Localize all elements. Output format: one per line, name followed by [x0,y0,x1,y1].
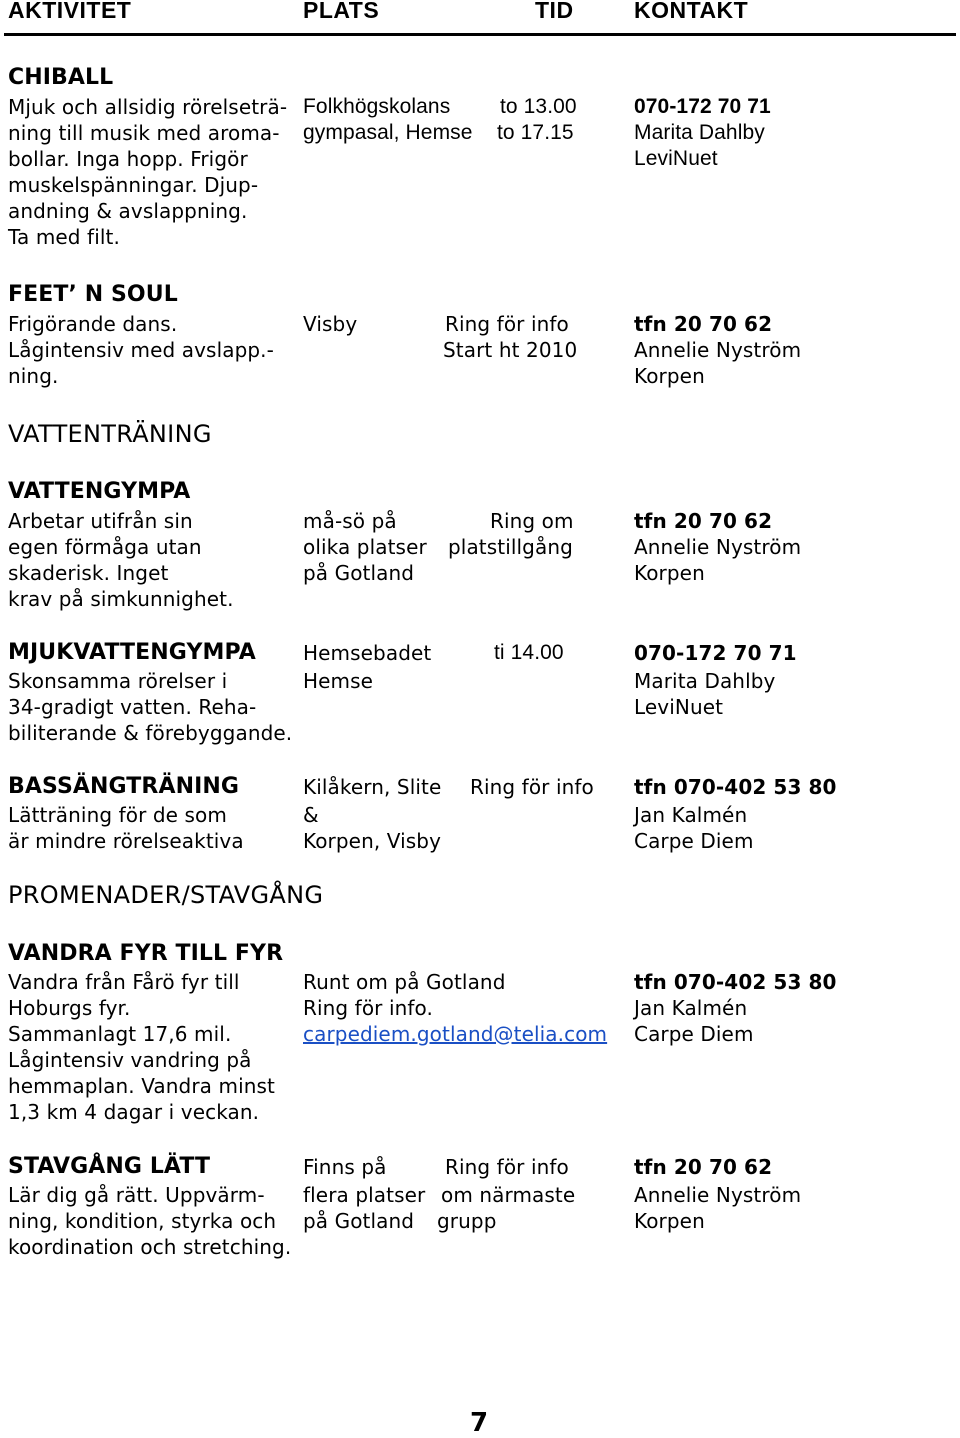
activity-desc-line: krav på simkunnighet. [8,587,234,611]
section-heading-promenader: PROMENADER/STAVGÅNG [8,881,324,909]
header-plats: PLATS [303,0,380,23]
activity-desc-line: ning, kondition, styrka och [8,1209,277,1233]
activity-desc-line: Mjuk och allsidig rörelseträ- [8,95,288,119]
place-line: Korpen, Visby [303,829,442,853]
activity-desc-line: Lätträning för de som [8,803,227,827]
contact-org: LeviNuet [634,695,724,719]
contact-phone: tfn 20 70 62 [634,509,773,533]
activity-desc-line: bollar. Inga hopp. Frigör [8,147,248,171]
place-line: Ring för info. [303,996,433,1020]
contact-org: Korpen [634,364,705,388]
activity-desc-line: Arbetar utifrån sin [8,509,193,533]
activity-desc-line: Sammanlagt 17,6 mil. [8,1022,232,1046]
activity-title-mjukvattengympa: MJUKVATTENGYMPA [8,640,256,665]
activity-desc-line: ning till musik med aroma- [8,121,280,145]
header-kontakt: KONTAKT [634,0,749,23]
activity-desc-line: hemmaplan. Vandra minst [8,1074,275,1098]
page-number: 7 [470,1408,489,1438]
activity-desc-line: Vandra från Fårö fyr till [8,970,240,994]
header-tid: TID [535,0,574,23]
contact-org: Korpen [634,1209,705,1233]
place-line: Finns på [303,1155,387,1179]
activity-title-chiball: CHIBALL [8,65,114,90]
activity-title-vattengympa: VATTENGYMPA [8,479,191,504]
time-line: to 17.15 [497,121,574,144]
time-line: om närmaste [441,1183,576,1207]
contact-name: Marita Dahlby [634,121,765,144]
time-line: grupp [437,1209,497,1233]
activity-desc-line: skaderisk. Inget [8,561,169,585]
header-aktivitet: AKTIVITET [8,0,132,23]
activity-title-stavgang-latt: STAVGÅNG LÄTT [8,1154,211,1179]
contact-name: Jan Kalmén [634,996,748,1020]
activity-desc-line: är mindre rörelseaktiva [8,829,244,853]
place-line: Runt om på Gotland [303,970,506,994]
activity-desc-line: koordination och stretching. [8,1235,292,1259]
contact-phone: tfn 20 70 62 [634,1155,773,1179]
contact-org: Korpen [634,561,705,585]
place-line: olika platser [303,535,427,559]
time-line: Ring för info [470,775,594,799]
place-line: gympasal, Hemse [303,121,473,144]
contact-name: Annelie Nyström [634,535,802,559]
contact-org: Carpe Diem [634,1022,754,1046]
email-link[interactable]: carpediem.gotland@telia.com [303,1022,608,1046]
time-line: ti 14.00 [494,641,564,664]
activity-desc-line: andning & avslappning. [8,199,248,223]
contact-name: Annelie Nyström [634,338,802,362]
time-line: platstillgång [448,535,573,559]
activity-desc-line: Lågintensiv med avslapp.- [8,338,274,362]
contact-name: Annelie Nyström [634,1183,802,1207]
contact-org: Carpe Diem [634,829,754,853]
contact-name: Jan Kalmén [634,803,748,827]
activity-desc-line: 1,3 km 4 dagar i veckan. [8,1100,260,1124]
place-line: på Gotland [303,1209,415,1233]
place-line: Hemsebadet [303,641,432,665]
place-line: Visby [303,312,358,336]
time-line: Start ht 2010 [443,338,578,362]
place-line: må-sö på [303,509,397,533]
time-line: Ring för info [445,1155,569,1179]
contact-name: Marita Dahlby [634,669,776,693]
contact-phone: tfn 20 70 62 [634,312,773,336]
place-line: Hemse [303,669,374,693]
activity-desc-line: Lär dig gå rätt. Uppvärm- [8,1183,265,1207]
activity-desc-line: Lågintensiv vandring på [8,1048,252,1072]
contact-phone: 070-172 70 71 [634,95,771,118]
contact-phone: tfn 070-402 53 80 [634,775,837,799]
activity-desc-line: egen förmåga utan [8,535,202,559]
activity-desc-line: muskelspänningar. Djup- [8,173,259,197]
activity-desc-line: Ta med filt. [8,225,120,249]
contact-phone: tfn 070-402 53 80 [634,970,837,994]
activity-desc-line: ning. [8,364,59,388]
activity-desc-line: Skonsamma rörelser i [8,669,228,693]
time-line: to 13.00 [500,95,577,118]
contact-org: LeviNuet [634,147,718,170]
place-line: Kilåkern, Slite [303,775,442,799]
activity-title-vandra-fyr: VANDRA FYR TILL FYR [8,941,284,966]
activity-title-bassangtraning: BASSÄNGTRÄNING [8,774,240,799]
activity-desc-line: Frigörande dans. [8,312,178,336]
place-line: på Gotland [303,561,415,585]
contact-phone: 070-172 70 71 [634,641,797,665]
activity-desc-line: biliterande & förebyggande. [8,721,293,745]
place-line: Folkhögskolans [303,95,451,118]
place-line: flera platser [303,1183,426,1207]
time-line: Ring för info [445,312,569,336]
activity-desc-line: Hoburgs fyr. [8,996,131,1020]
section-heading-vattentraning: VATTENTRÄNING [8,420,212,448]
header-rule [4,33,956,36]
activity-desc-line: 34-gradigt vatten. Reha- [8,695,257,719]
time-line: Ring om [490,509,574,533]
activity-title-feet-n-soul: FEET’ N SOUL [8,282,178,307]
place-line: & [303,803,319,827]
